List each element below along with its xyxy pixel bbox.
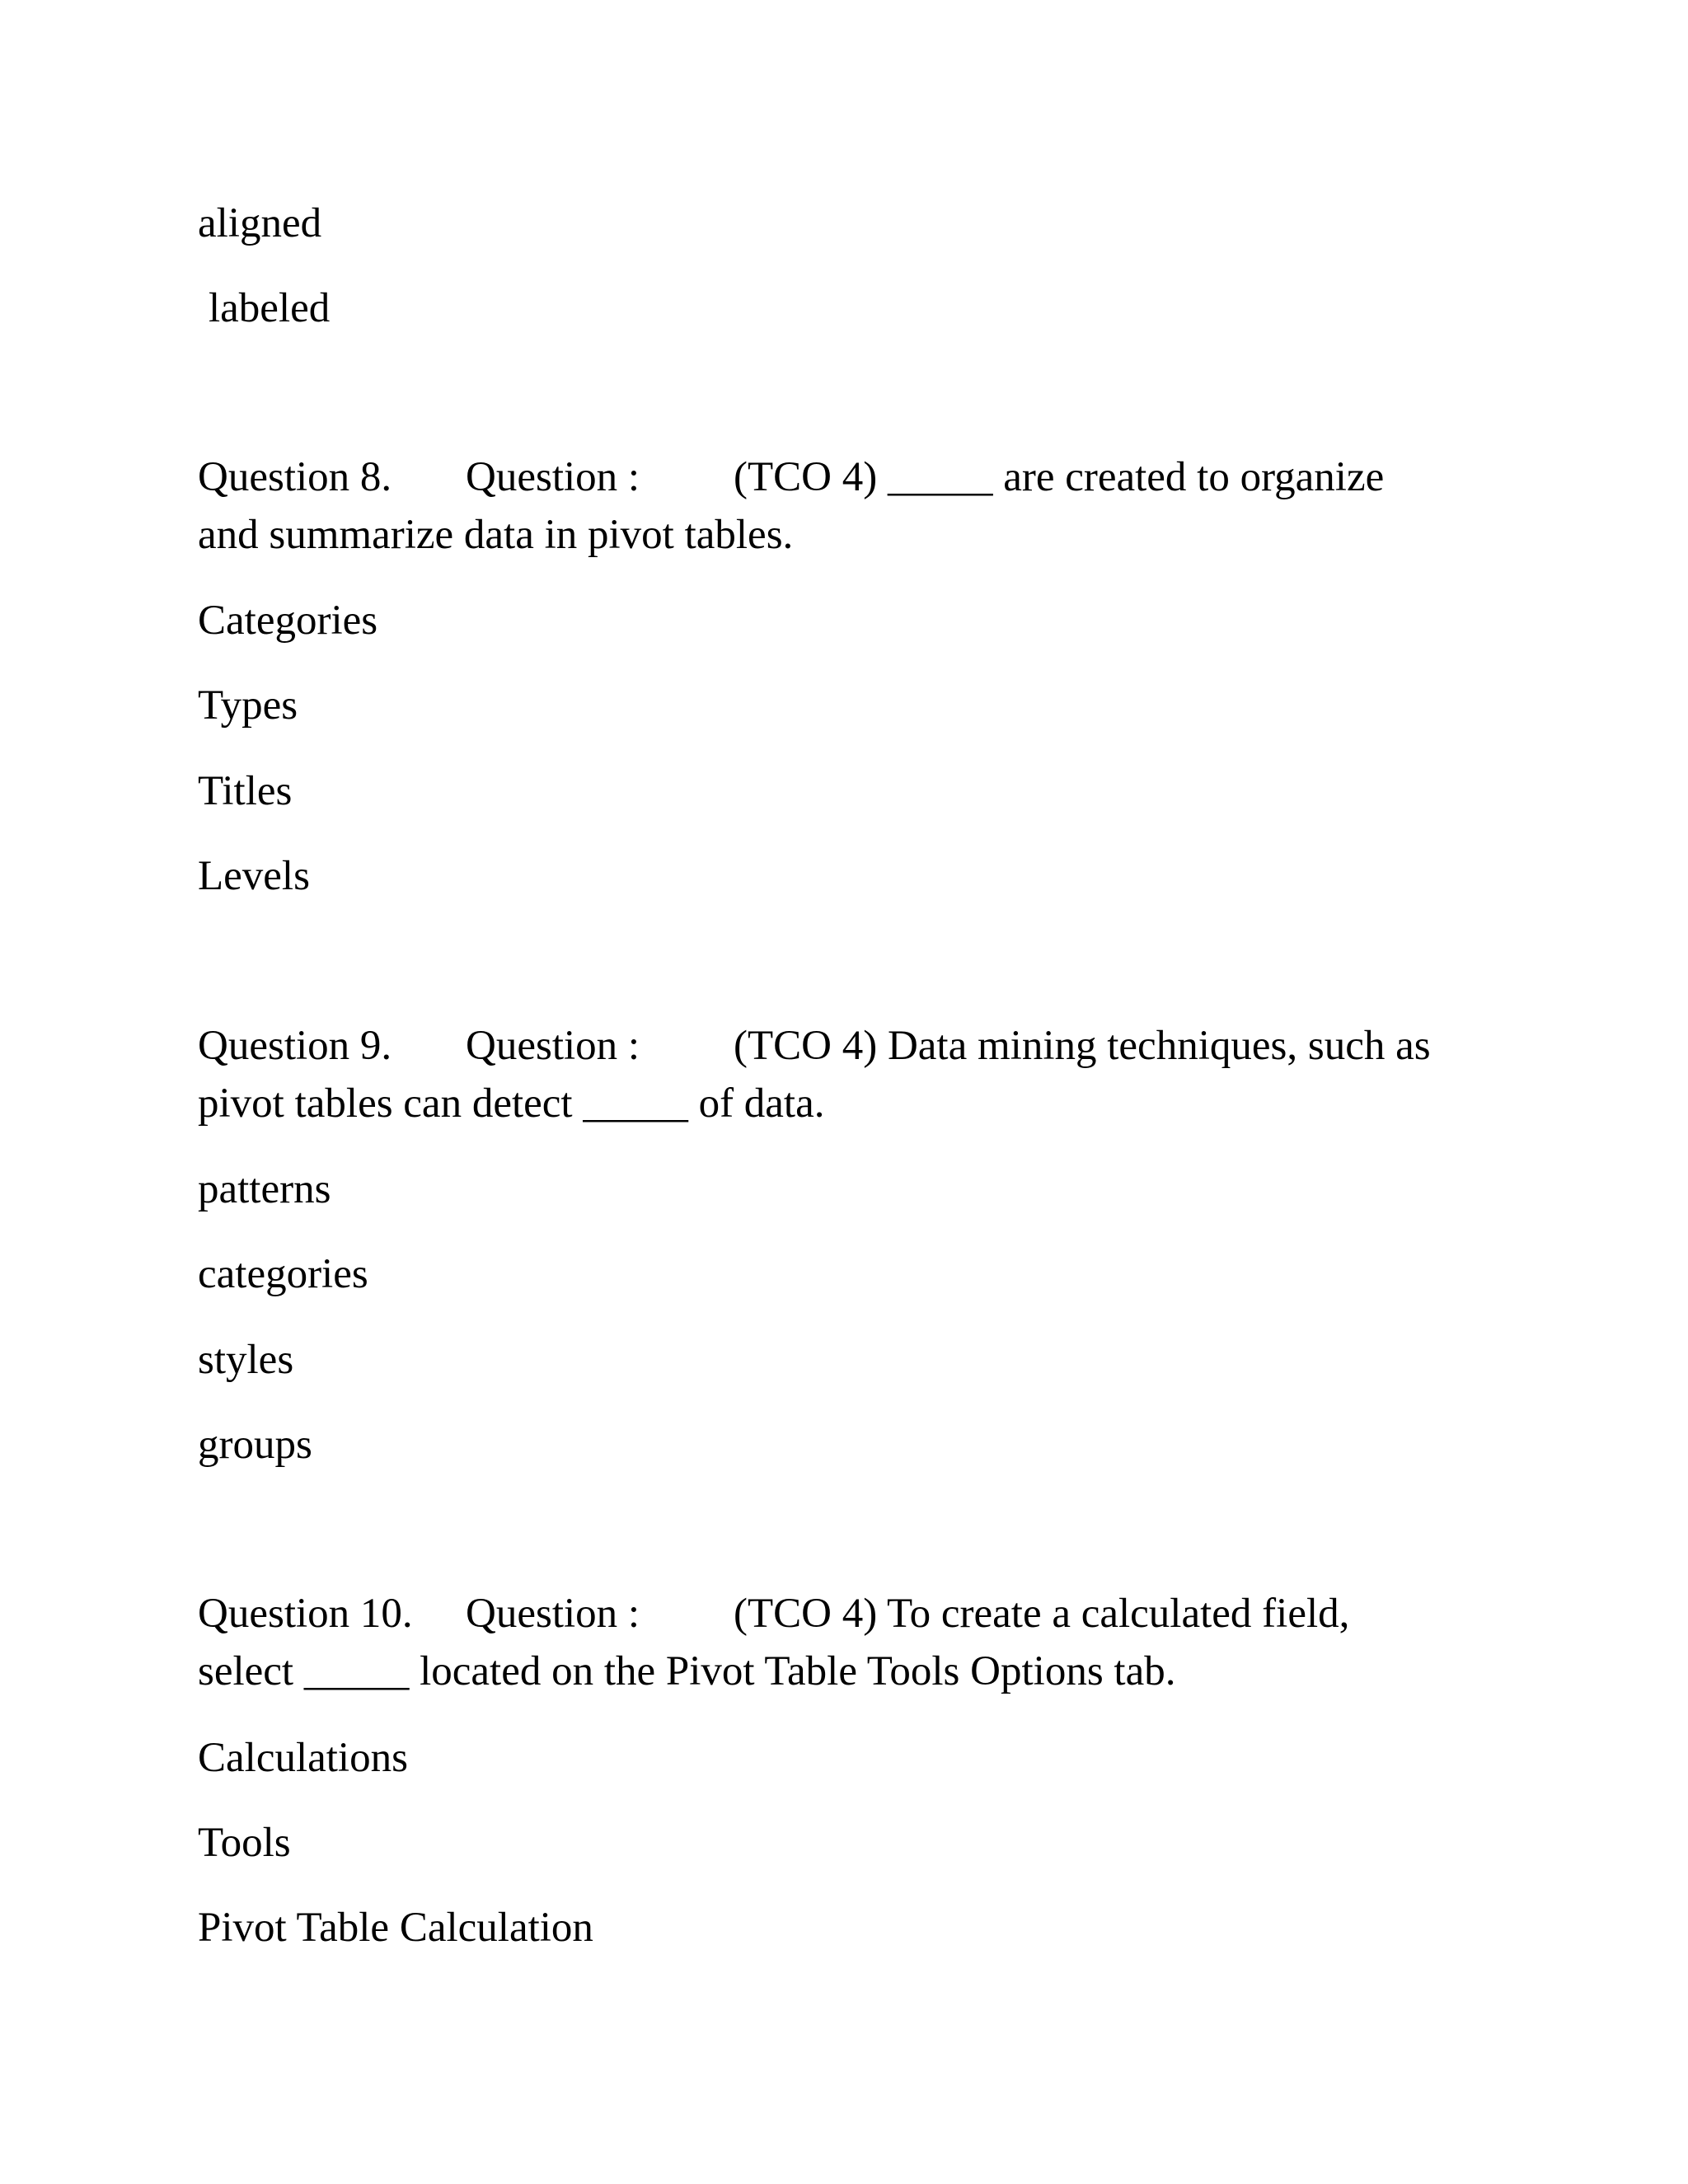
option-text: styles <box>198 1337 294 1383</box>
question-block <box>198 1019 1517 1134</box>
option-text: aligned <box>198 200 322 246</box>
option-text: groups <box>198 1422 312 1468</box>
question-block <box>198 1586 1517 1702</box>
option-text: Categories <box>198 598 378 644</box>
option-text: Calculations <box>198 1735 408 1781</box>
option-text: Levels <box>198 853 310 899</box>
option-text: Titles <box>198 768 293 814</box>
question-text-line2: and summarize data in pivot tables. <box>198 512 794 558</box>
question-block <box>198 450 1517 565</box>
question-number: Question 8. <box>198 454 392 500</box>
question-text-line1: (TCO 4) To create a calculated field, <box>734 1591 1350 1637</box>
option-text: Tools <box>198 1820 291 1866</box>
question-number: Question 10. <box>198 1591 413 1637</box>
option-text: Pivot Table Calculation <box>198 1905 593 1951</box>
question-number: Question 9. <box>198 1023 392 1069</box>
option-text: categories <box>198 1251 368 1297</box>
question-label: Question : <box>466 1591 640 1637</box>
option-text: Types <box>198 682 298 729</box>
option-text: labeled <box>209 285 331 331</box>
question-text-line1: (TCO 4) _____ are created to organize <box>734 454 1385 500</box>
question-text-line2: select _____ located on the Pivot Table Tools Options tab. <box>198 1648 1176 1694</box>
question-text-line2: pivot tables can detect _____ of data. <box>198 1080 825 1127</box>
question-label: Question : <box>466 454 640 500</box>
question-label: Question : <box>466 1023 640 1069</box>
question-text-line1: (TCO 4) Data mining techniques, such as <box>734 1023 1431 1069</box>
option-text: patterns <box>198 1166 331 1212</box>
